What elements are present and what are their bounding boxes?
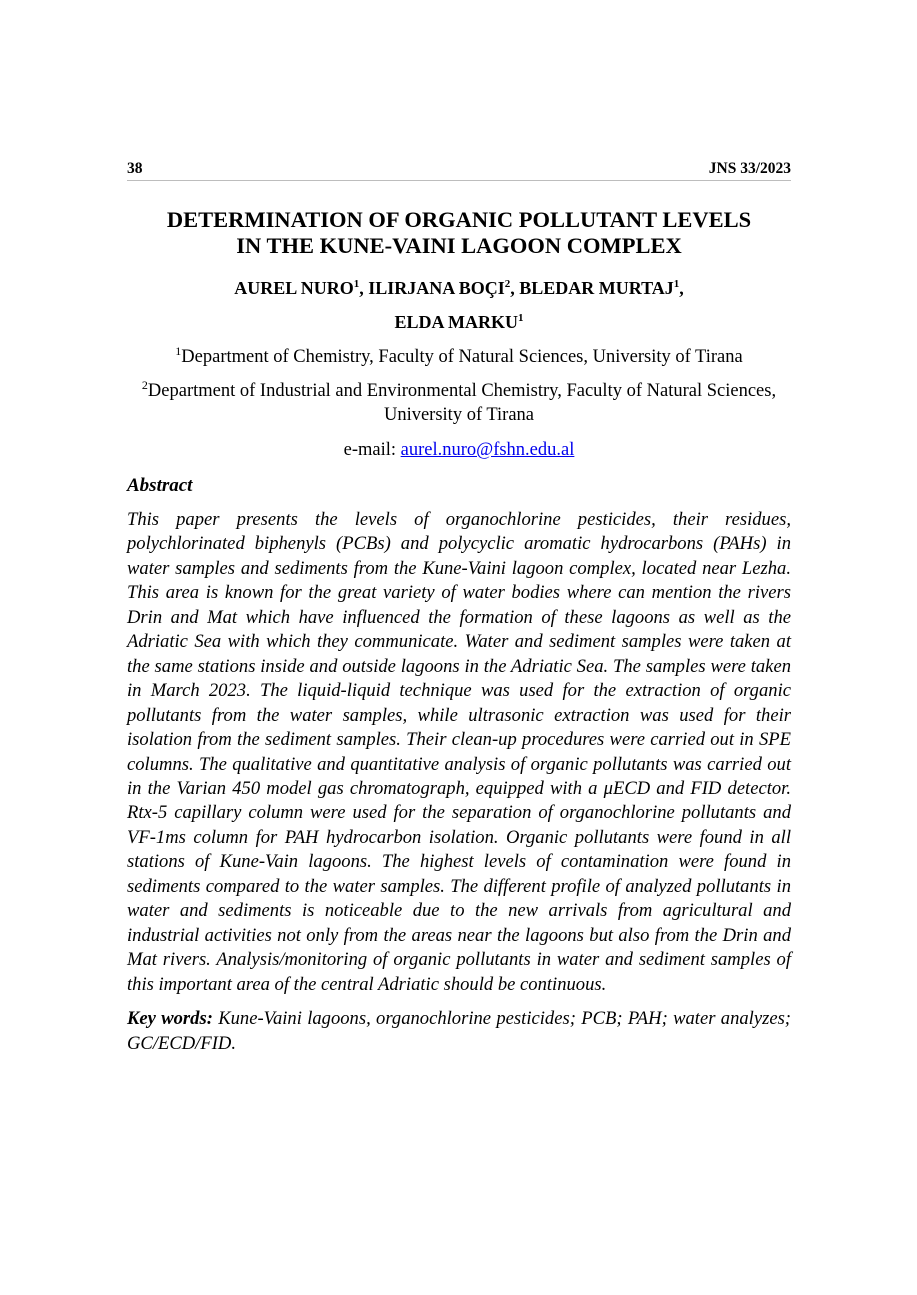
author-affiliation-mark: 1 — [673, 278, 680, 290]
author-separator: , — [679, 278, 684, 298]
paper-title — [127, 207, 791, 259]
keywords — [127, 1007, 791, 1056]
page-number: 38 — [127, 160, 143, 177]
author-line-1 — [127, 271, 791, 305]
author-line-2 — [127, 305, 791, 339]
affiliation-mark: 2 — [141, 378, 148, 392]
affiliation-text: Department of Industrial and Environmental Chemistry, Faculty of Natural Sciences, University of Tirana — [147, 381, 777, 425]
keywords-label: Key words: — [127, 1008, 213, 1030]
author-name: ELDA MARKU — [394, 312, 518, 332]
author-name: BLEDAR MURTAJ — [519, 278, 674, 298]
paper-title-line-1: DETERMINATION OF ORGANIC POLLUTANT LEVELS — [166, 207, 752, 232]
email-link[interactable]: aurel.nuro@fshn.edu.al — [400, 440, 575, 460]
keywords-text: Kune-Vaini lagoons, organochlorine pesticides; PCB; PAH; water analyzes; GC/ECD/FID. — [127, 1008, 791, 1054]
abstract-text: This paper presents the levels of organochlorine pesticides, their residues, polychlorinated biphenyls (PCBs) and polycyclic aromatic hydrocarbons (PAHs) in water samples and sediments from the Kune-Vaini lagoon complex, located near Lezha. This area is known for the great variety of water bodies where can mention the rivers Drin and Mat which have influenced the formation of these lagoons as well as the Adriatic Sea with which they communicate. Water and sediment samples were taken at the same stations inside and outside lagoons in the Adriatic Sea. The samples were taken in March 2023. The liquid-liquid technique was used for the extraction of organic pollutants from the water samples, while ultrasonic extraction was used for their isolation from the sediment samples. Their clean-up procedures were carried out in SPE columns. The qualitative and quantitative analysis of organic pollutants was carried out in the Varian 450 model gas chromatograph, equipped with a μECD and FID detector. Rtx-5 capillary column were used for the separation of organochlorine pollutants and VF-1ms column for PAH hydrocarbon isolation. Organic pollutants were found in all stations of Kune-Vain lagoons. The highest levels of contamination were found in sediments compared to the water samples. The different profile of analyzed pollutants in water and sediments is noticeable due to the new arrivals from agricultural and industrial activities not only from the areas near the lagoons but also from the Drin and Mat rivers. Analysis/monitoring of organic pollutants in water and sediment samples of this important area of the central Adriatic should be continuous. — [127, 509, 791, 995]
author-separator: , — [359, 278, 369, 298]
abstract-heading: Abstract — [127, 475, 193, 496]
author-affiliation-mark: 1 — [518, 312, 524, 324]
author-list — [127, 271, 791, 339]
email-label: e-mail: — [343, 440, 401, 460]
paper-title-line-2: IN THE KUNE-VAINI LAGOON COMPLEX — [236, 233, 682, 258]
running-header — [127, 160, 791, 181]
affiliation-1 — [127, 345, 791, 369]
author-separator: , — [510, 278, 520, 298]
author-name: ILIRJANA BOÇI — [368, 278, 505, 298]
affiliation-text: Department of Chemistry, Faculty of Natural Sciences, University of Tirana — [181, 347, 743, 367]
affiliation-2 — [127, 379, 791, 427]
author-affiliation-mark: 1 — [353, 278, 360, 290]
affiliation-mark: 1 — [175, 344, 182, 358]
contact-email — [127, 438, 791, 462]
author-affiliation-mark: 2 — [504, 278, 511, 290]
journal-issue: JNS 33/2023 — [708, 160, 791, 177]
paper-page — [127, 160, 791, 1056]
author-name: AUREL NURO — [234, 278, 354, 298]
